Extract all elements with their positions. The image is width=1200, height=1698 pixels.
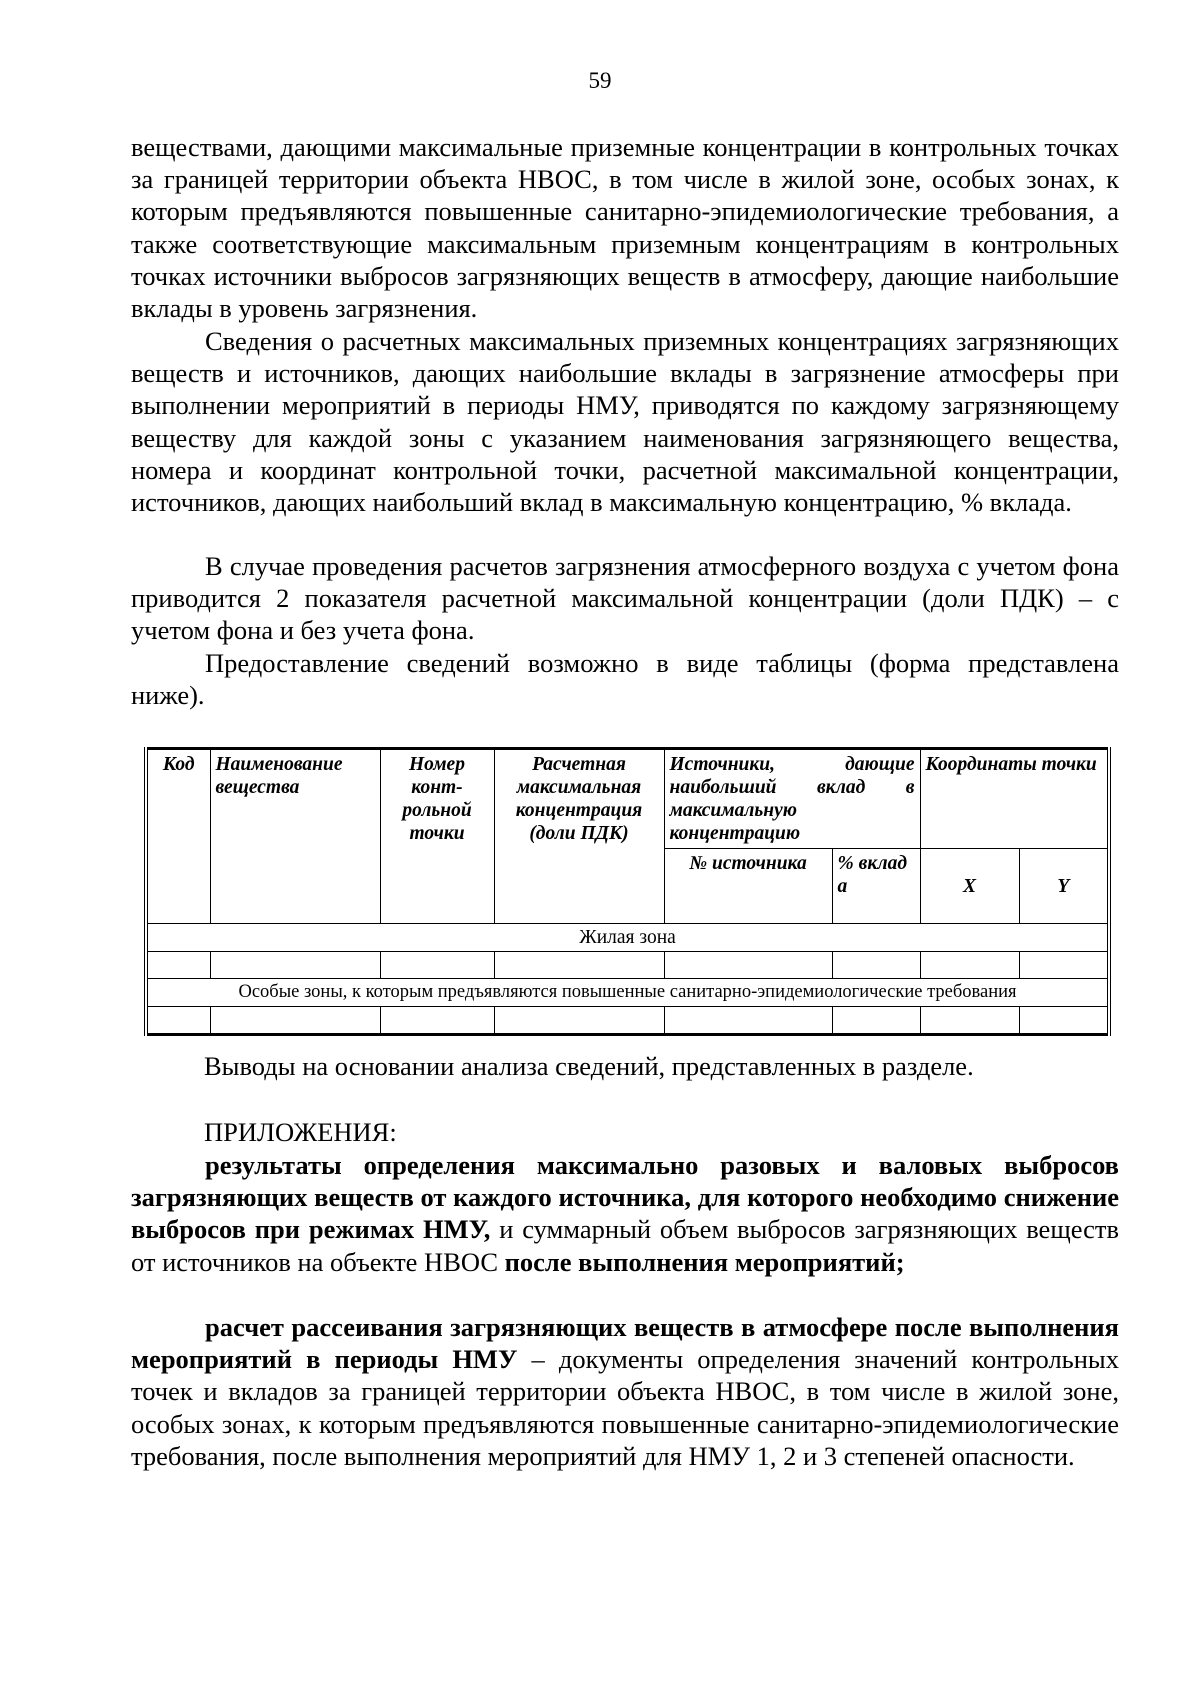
appendix-item-1-plain: и суммарный объем выбросов загрязняющих веществ от источников на объекте НВОС	[131, 1214, 1119, 1277]
intro-paragraph-4: Предоставление сведений возможно в виде таблицы (форма представлена ниже).	[131, 648, 1119, 711]
intro-paragraph-1: веществами, дающими максимальные приземные концентрации в контрольных точках за границей территории объекта НВОС, в том числе в жилой зоне, особых зонах, к которым предъявляются повышенные санитарно-эпидемиологические требования, а также соответствующие максимальным приземным концентрациям в контрольных точках источники выбросов загрязняющих веществ в атмосферу, дающие наибольшие вклады в уровень загрязнения.	[131, 132, 1119, 324]
zone-residential-label: Жилая зона	[146, 924, 1109, 952]
header-control-point-number: Номер конт-рольной точки	[380, 749, 494, 924]
header-code: Код	[146, 749, 210, 924]
page-number: 59	[588, 68, 612, 93]
appendix-item-1-bold-a: результаты определения максимально разовых и валовых выбросов загрязняющих веществ от каждого источника, для которого необходимо снижение выбросов при режимах НМУ,	[131, 1150, 1119, 1245]
table-cell	[1019, 1007, 1109, 1035]
table-row	[146, 1007, 1109, 1035]
table-cell	[494, 952, 664, 979]
appendices-heading: ПРИЛОЖЕНИЯ:	[204, 1117, 397, 1147]
table-cell	[664, 1007, 832, 1035]
conclusions-text: Выводы на основании анализа сведений, представленных в разделе.	[204, 1051, 974, 1081]
appendix-item-2-plain: – документы определения значений контрольных точек и вкладов за границей территории объекта НВОС, в том числе в жилой зоне, особых зонах, к которым предъявляются повышенные санитарно-эпидемиологические требования, после выполнения мероприятий для НМУ 1, 2 и 3 степеней опасности.	[131, 1344, 1119, 1471]
appendix-item-1-bold-b: после выполнения мероприятий;	[504, 1246, 905, 1277]
header-source-number: № источника	[664, 849, 832, 924]
header-max-concentration: Расчетная максимальная концентрация (доли ПДК)	[494, 749, 664, 924]
table-cell	[664, 952, 832, 979]
appendix-item-2	[131, 1311, 1119, 1472]
table-cell	[1019, 952, 1109, 979]
header-point-coordinates: Координаты точки	[920, 749, 1109, 849]
zone-special-label: Особые зоны, к которым предъявляются повышенные санитарно-эпидемиологические требования	[146, 979, 1109, 1007]
table-cell	[920, 1007, 1019, 1035]
header-substance-name: Наименование вещества	[210, 749, 380, 924]
nmu-concentration-form-table	[144, 747, 1111, 1036]
header-y: Y	[1019, 849, 1109, 924]
table-cell	[920, 952, 1019, 979]
table-cell	[146, 952, 210, 979]
table-cell	[210, 952, 380, 979]
intro-paragraph-3: В случае проведения расчетов загрязнения атмосферного воздуха с учетом фона приводится 2 показателя расчетной максимальной концентрации (доли ПДК) – с учетом фона и без учета фона.	[131, 551, 1119, 646]
table-cell	[380, 1007, 494, 1035]
header-contribution-percent: % вклад а	[832, 849, 920, 924]
table-cell	[146, 1007, 210, 1035]
header-x: X	[920, 849, 1019, 924]
header-sources: Источники, дающие наибольший вклад в максимальную концентрацию	[664, 749, 920, 849]
intro-paragraph-2: Сведения о расчетных максимальных приземных концентрациях загрязняющих веществ и источников, дающих наибольшие вклады в загрязнение атмосферы при выполнении мероприятий в периоды НМУ, приводятся по каждому загрязняющему веществу для каждой зоны с указанием наименования загрязняющего вещества, номера и координат контрольной точки, расчетной максимальной концентрации, источников, дающих наибольший вклад в максимальную концентрацию, % вклада.	[131, 326, 1119, 518]
appendix-item-2-bold: расчет рассеивания загрязняющих веществ в атмосфере после выполнения мероприятий в периоды НМУ	[131, 1312, 1119, 1375]
table-cell	[210, 1007, 380, 1035]
table-row	[146, 952, 1109, 979]
table-cell	[832, 1007, 920, 1035]
table-cell	[494, 1007, 664, 1035]
table-cell	[380, 952, 494, 979]
appendix-item-1	[131, 1149, 1119, 1278]
table-cell	[832, 952, 920, 979]
